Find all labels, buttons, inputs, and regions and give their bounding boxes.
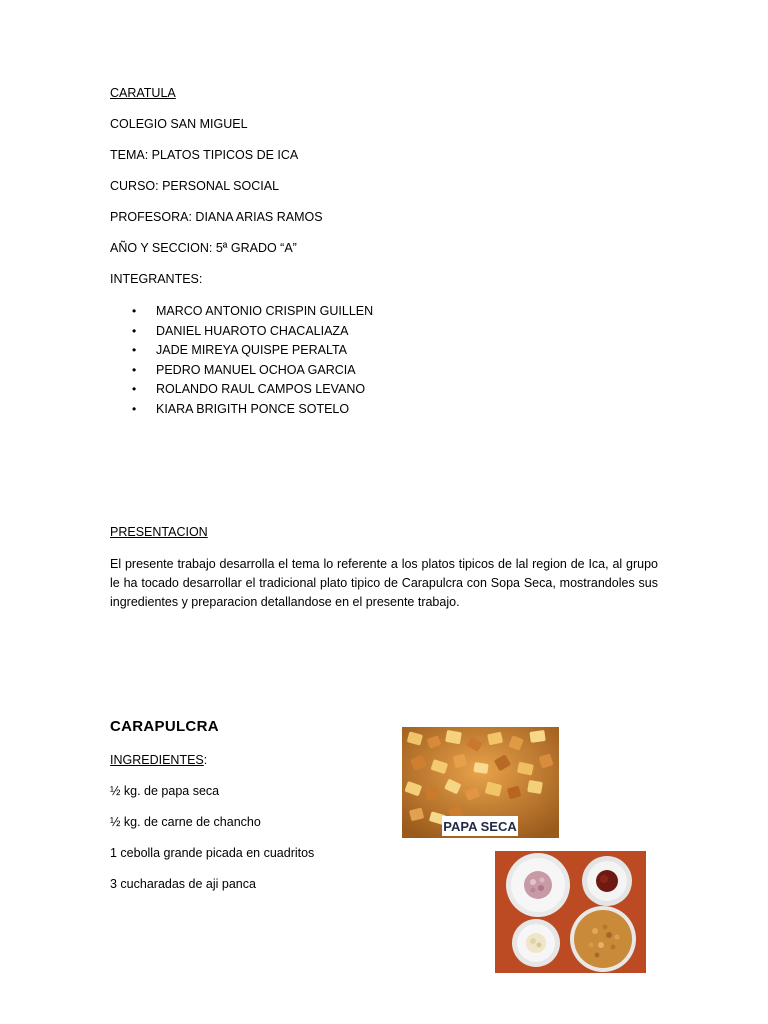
ingredient-item: ½ kg. de papa seca <box>110 784 220 798</box>
topic-line: TEMA: PLATOS TIPICOS DE ICA <box>110 148 299 162</box>
member-name: KIARA BRIGITH PONCE SOTELO <box>156 401 350 416</box>
list-item <box>110 362 373 382</box>
year-section-line: AÑO Y SECCION: 5ª GRADO “A” <box>110 241 297 255</box>
onion-bowl <box>506 853 570 917</box>
bullet-icon: • <box>132 382 137 397</box>
members-label: INTEGRANTES: <box>110 272 203 286</box>
bowls-illustration <box>495 851 646 973</box>
recipe-title: CARAPULCRA <box>110 718 219 735</box>
member-name: ROLANDO RAUL CAMPOS LEVANO <box>156 382 366 397</box>
ingredient-item: 1 cebolla grande picada en cuadritos <box>110 846 315 860</box>
ingredients-colon: : <box>203 753 208 767</box>
ingredient-item: ½ kg. de carne de chancho <box>110 815 261 829</box>
cover-heading: CARATULA <box>110 86 176 100</box>
bullet-icon: • <box>132 362 137 377</box>
bullet-icon: • <box>132 323 137 338</box>
course-line: CURSO: PERSONAL SOCIAL <box>110 179 280 193</box>
teacher-line: PROFESORA: DIANA ARIAS RAMOS <box>110 210 323 224</box>
papa-seca-illustration <box>402 727 559 838</box>
presentation-heading: PRESENTACION <box>110 525 208 539</box>
papa-seca-bowl <box>570 906 636 972</box>
garlic-bowl <box>512 919 560 967</box>
member-name: DANIEL HUAROTO CHACALIAZA <box>156 323 349 338</box>
bullet-icon: • <box>132 401 137 416</box>
ingredients-bowls-photo <box>495 851 646 973</box>
list-item <box>110 342 373 362</box>
bullet-icon: • <box>132 343 137 358</box>
list-item <box>110 323 373 343</box>
member-name: JADE MIREYA QUISPE PERALTA <box>156 343 348 358</box>
list-item <box>110 381 373 401</box>
member-name: MARCO ANTONIO CRISPIN GUILLEN <box>156 304 374 318</box>
aji-panca-bowl <box>582 856 632 906</box>
ingredients-heading <box>110 753 207 767</box>
bullet-icon: • <box>132 304 137 318</box>
presentation-body: El presente trabajo desarrolla el tema lo referente a los platos tipicos de lal region de Ica, al grupo le ha tocado desarrollar el tradicional plato tipico de Carapulcra con Sopa Seca, mostrandoles sus ingredientes y preparacion detallandose en el presente trabajo. <box>110 557 658 609</box>
papa-seca-photo <box>402 727 559 838</box>
ingredient-item: 3 cucharadas de aji panca <box>110 877 256 891</box>
ingredients-label: INGREDIENTES <box>110 753 204 767</box>
papa-seca-caption: PAPA SECA <box>443 819 517 834</box>
member-name: PEDRO MANUEL OCHOA GARCIA <box>156 362 356 377</box>
members-list <box>110 303 373 421</box>
list-item <box>110 303 373 323</box>
list-item <box>110 401 373 421</box>
school-name: COLEGIO SAN MIGUEL <box>110 117 248 131</box>
